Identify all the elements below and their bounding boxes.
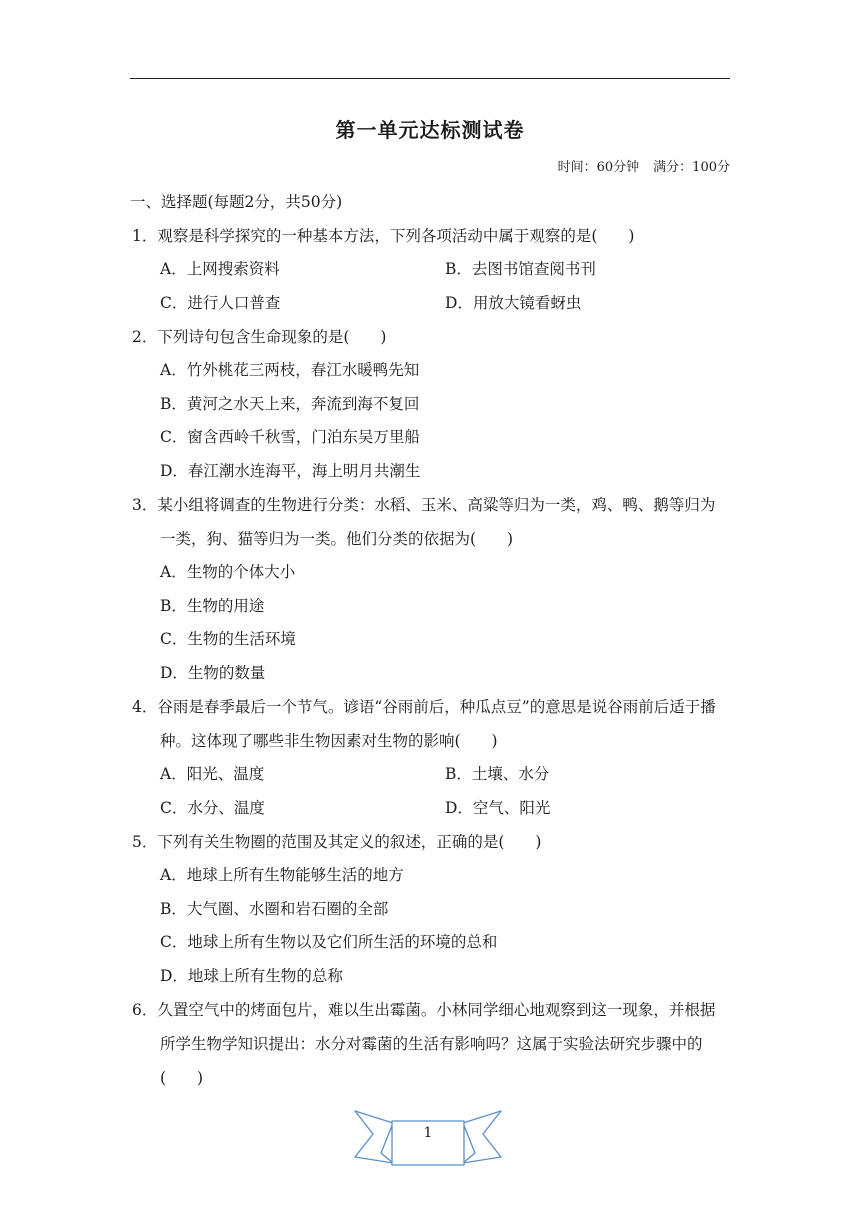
option-a: A．上网搜索资料: [160, 260, 280, 278]
full-score: 满分：100分: [653, 160, 730, 175]
question-stem: 4．谷雨是春季最后一个节气。谚语“谷雨前后，种瓜点豆”的意思是说谷雨前后适于播种。这体现了哪些非生物因素对生物的影响( ): [132, 698, 716, 750]
option-c: C．窗含西岭千秋雪，门泊东吴万里船: [160, 428, 420, 446]
question-2: [130, 320, 730, 488]
option-c: C．地球上所有生物以及它们所生活的环境的总和: [160, 933, 498, 951]
option-a: A．阳光、温度: [160, 765, 265, 783]
option-b: B．去图书馆查阅书刊: [445, 260, 596, 278]
option-a: A．生物的个体大小: [160, 563, 296, 581]
option-d: D．地球上所有生物的总称: [160, 966, 343, 985]
option-a: A．地球上所有生物能够生活的地方: [160, 866, 404, 884]
option-d: D．用放大镜看蚜虫: [445, 293, 582, 312]
option-d: D．春江潮水连海平，海上明月共潮生: [160, 461, 421, 480]
question-4: [130, 690, 730, 825]
exam-content: [130, 186, 730, 1095]
option-b: B．黄河之水天上来，奔流到海不复回: [160, 394, 420, 413]
question-stem: 2．下列诗句包含生命现象的是( ): [132, 328, 387, 346]
option-c: C．进行人口普查: [160, 293, 281, 312]
option-b: B．土壤、水分: [445, 765, 550, 783]
question-5: [130, 825, 730, 993]
option-c: C．水分、温度: [160, 798, 265, 817]
option-c: C．生物的生活环境: [160, 630, 296, 648]
question-stem: 6．久置空气中的烤面包片，难以生出霉菌。小林同学细心地观察到这一现象，并根据所学生物学知识提出：水分对霉菌的生活有影响吗？这属于实验法研究步骤中的( ): [132, 1001, 716, 1087]
time-limit: 时间：60分钟: [557, 160, 640, 175]
question-stem: 3．某小组将调查的生物进行分类：水稻、玉米、高粱等归为一类，鸡、鸭、鹅等归为一类，狗、猫等归为一类。他们分类的依据为( ): [132, 496, 716, 548]
question-stem: 5．下列有关生物圈的范围及其定义的叙述，正确的是( ): [132, 833, 542, 851]
option-d: D．空气、阳光: [445, 798, 551, 817]
option-b: B．生物的用途: [160, 596, 265, 615]
option-b: B．大气圈、水圈和岩石圈的全部: [160, 899, 389, 918]
page-number: 1: [423, 1125, 433, 1141]
header-rule: [130, 78, 730, 79]
question-6: [130, 993, 730, 1095]
question-3: [130, 488, 730, 690]
option-d: D．生物的数量: [160, 663, 266, 682]
section-heading: 一、选择题(每题2分，共50分): [130, 193, 343, 211]
question-stem: 1．观察是科学探究的一种基本方法，下列各项活动中属于观察的是( ): [132, 227, 635, 245]
exam-meta: [558, 156, 730, 175]
option-a: A．竹外桃花三两枝，春江水暖鸭先知: [160, 361, 420, 379]
question-1: [130, 219, 730, 320]
page-title: 第一单元达标测试卷: [335, 118, 525, 142]
